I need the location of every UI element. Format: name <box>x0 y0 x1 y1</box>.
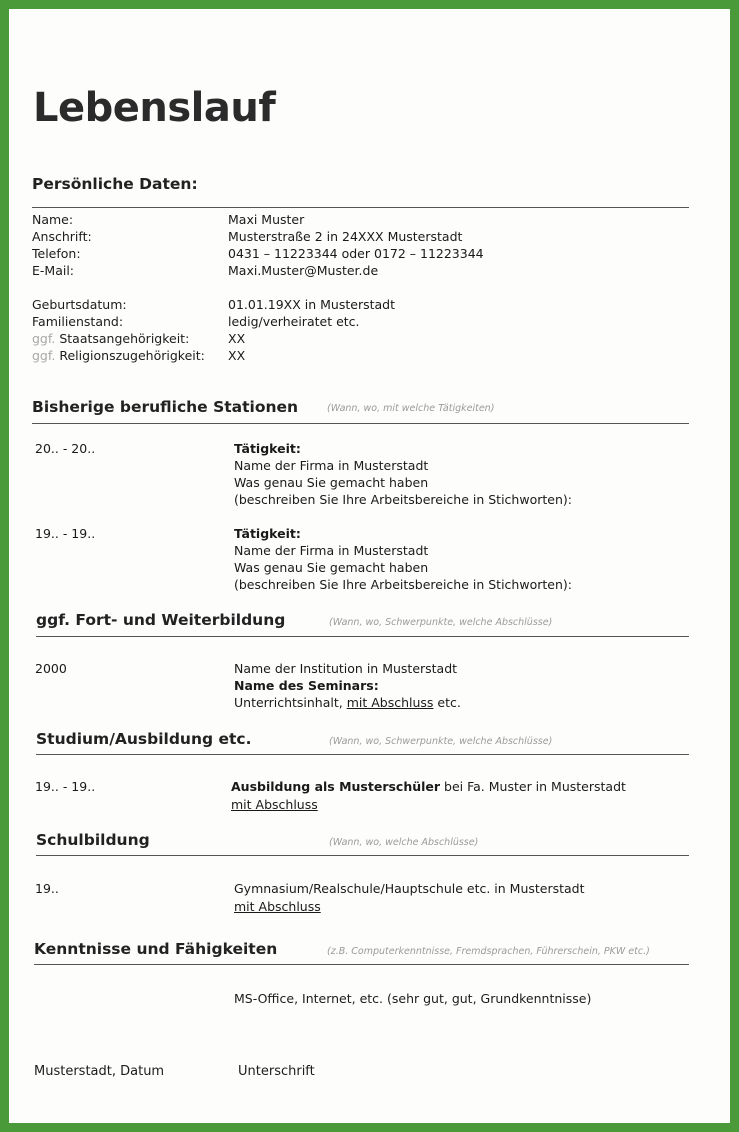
section-hint-study: (Wann, wo, Schwerpunkte, welche Abschlüsse) <box>329 736 553 747</box>
career-date: 20.. - 20.. <box>35 441 96 456</box>
training-content-suffix: etc. <box>433 695 461 710</box>
skills-list: MS-Office, Internet, etc. (sehr gut, gut, Grundkenntnisse) <box>234 991 592 1006</box>
career-task: Was genau Sie gemacht haben <box>234 560 429 575</box>
career-date: 19.. - 19.. <box>35 526 96 541</box>
value-phone: 0431 – 11223344 oder 0172 – 11223344 <box>228 246 484 261</box>
value-email: Maxi.Muster@Muster.de <box>228 263 379 278</box>
section-hint-skills: (z.B. Computerkenntnisse, Fremdsprachen, Führerschein, PKW etc.) <box>327 946 650 957</box>
label-email: E-Mail: <box>32 263 75 278</box>
section-divider <box>32 207 689 208</box>
section-heading-skills: Kenntnisse und Fähigkeiten <box>34 940 278 958</box>
label-nationality <box>32 331 189 346</box>
section-hint-career: (Wann, wo, mit welche Tätigkeiten) <box>327 403 495 414</box>
label-address: Anschrift: <box>32 229 92 244</box>
section-heading-school: Schulbildung <box>36 831 150 849</box>
value-birthdate: 01.01.19XX in Musterstadt <box>228 297 395 312</box>
label-religion <box>32 348 205 363</box>
study-degree: mit Abschluss <box>231 797 318 812</box>
section-heading-personal: Persönliche Daten: <box>32 175 198 193</box>
school-date: 19.. <box>35 881 59 896</box>
value-name: Maxi Muster <box>228 212 305 227</box>
label-phone: Telefon: <box>32 246 81 261</box>
career-company: Name der Firma in Musterstadt <box>234 543 429 558</box>
school-degree: mit Abschluss <box>234 899 321 914</box>
value-address: Musterstraße 2 in 24XXX Musterstadt <box>228 229 463 244</box>
signature-label: Unterschrift <box>238 1064 315 1079</box>
study-date: 19.. - 19.. <box>35 779 96 794</box>
career-role: Tätigkeit: <box>234 526 301 541</box>
value-religion: XX <box>228 348 246 363</box>
training-date: 2000 <box>35 661 67 676</box>
training-institution: Name der Institution in Musterstadt <box>234 661 458 676</box>
section-divider <box>36 636 689 637</box>
career-task: Was genau Sie gemacht haben <box>234 475 429 490</box>
career-company: Name der Firma in Musterstadt <box>234 458 429 473</box>
career-role: Tätigkeit: <box>234 441 301 456</box>
section-divider <box>34 964 689 965</box>
place-date: Musterstadt, Datum <box>34 1064 165 1079</box>
training-degree-link: mit Abschluss <box>346 695 434 710</box>
label-birthdate: Geburtsdatum: <box>32 297 127 312</box>
section-divider <box>36 855 689 856</box>
ggf-prefix: ggf. <box>32 331 56 346</box>
study-company: bei Fa. Muster in Musterstadt <box>440 779 626 794</box>
section-divider <box>32 423 689 424</box>
section-hint-training: (Wann, wo, Schwerpunkte, welche Abschlüsse) <box>329 617 553 628</box>
religion-label-text: Religionszugehörigkeit: <box>59 348 205 363</box>
career-description: (beschreiben Sie Ihre Arbeitsbereiche in Stichworten): <box>234 577 572 592</box>
section-divider <box>36 754 689 755</box>
label-marital-status: Familienstand: <box>32 314 124 329</box>
section-hint-school: (Wann, wo, welche Abschlüsse) <box>329 837 479 848</box>
section-heading-career: Bisherige berufliche Stationen <box>32 398 299 416</box>
section-heading-training: ggf. Fort- und Weiterbildung <box>36 611 286 629</box>
value-marital-status: ledig/verheiratet etc. <box>228 314 360 329</box>
school-type: Gymnasium/Realschule/Hauptschule etc. in Musterstadt <box>234 881 585 896</box>
career-description: (beschreiben Sie Ihre Arbeitsbereiche in Stichworten): <box>234 492 572 507</box>
label-name: Name: <box>32 212 74 227</box>
document-title: Lebenslauf <box>33 85 276 131</box>
training-content <box>234 695 461 710</box>
training-content-text: Unterrichtsinhalt, <box>234 695 347 710</box>
value-nationality: XX <box>228 331 246 346</box>
ggf-prefix: ggf. <box>32 348 56 363</box>
nationality-label-text: Staatsangehörigkeit: <box>59 331 190 346</box>
study-title: Ausbildung als Musterschüler <box>231 779 441 794</box>
study-description <box>231 779 626 794</box>
section-heading-study: Studium/Ausbildung etc. <box>36 730 252 748</box>
training-seminar: Name des Seminars: <box>234 678 379 693</box>
